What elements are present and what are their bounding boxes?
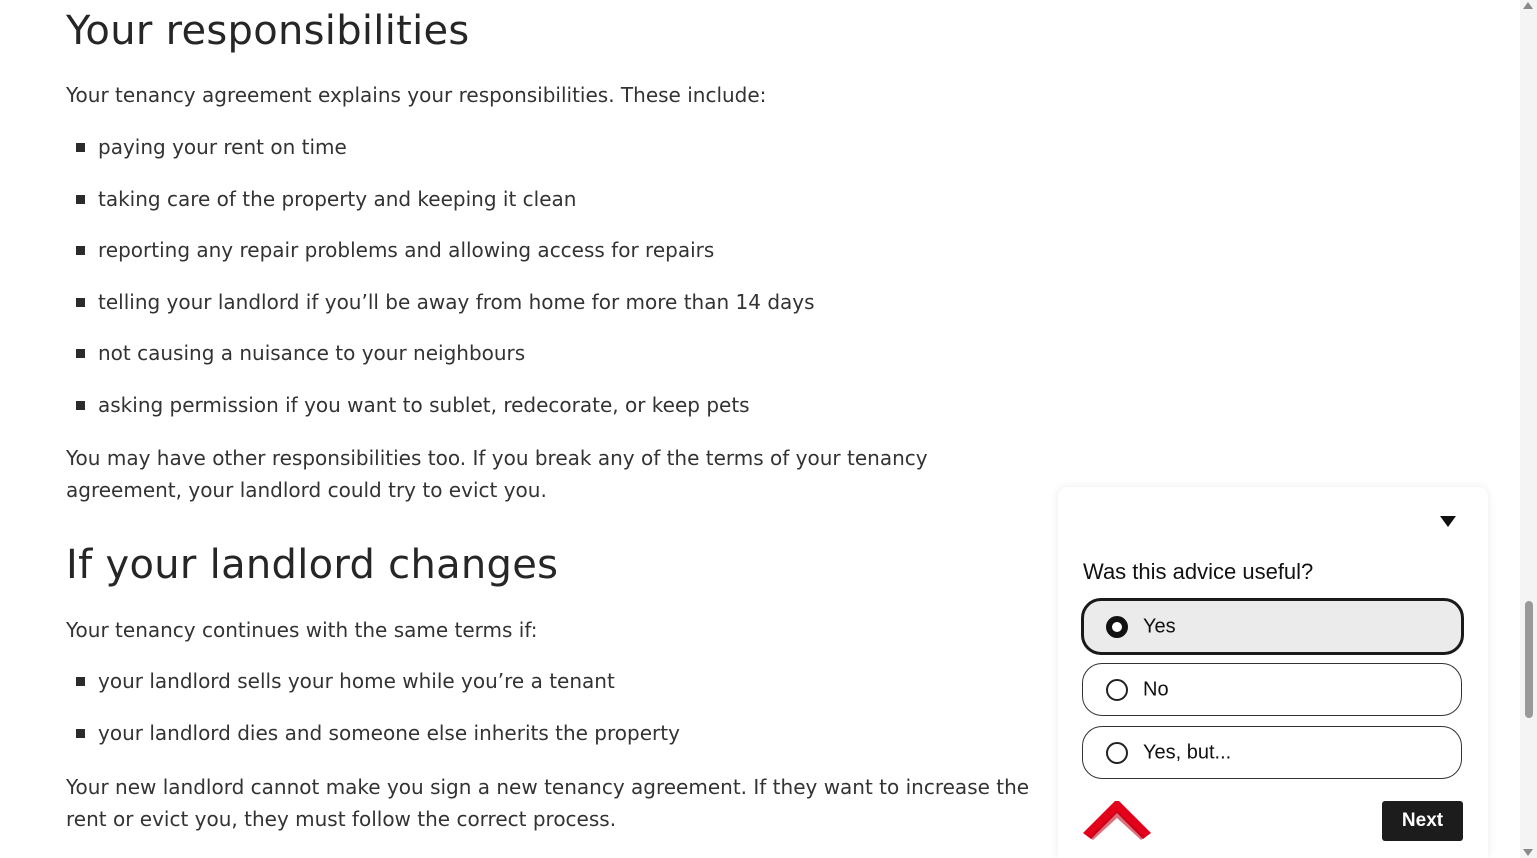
square-bullet-icon <box>76 401 85 410</box>
heading-your-responsibilities: Your responsibilities <box>66 8 470 54</box>
new-landlord-paragraph <box>66 771 1029 835</box>
list-item-text: your landlord sells your home while you’re a tenant <box>98 669 615 693</box>
list-item <box>66 337 815 389</box>
square-bullet-icon <box>76 195 85 204</box>
landlord-changes-intro: Your tenancy continues with the same terms if: <box>66 618 538 642</box>
list-item-text: telling your landlord if you’ll be away from home for more than 14 days <box>98 289 815 314</box>
heading-if-your-landlord-changes: If your landlord changes <box>66 542 559 588</box>
option-label: Yes <box>1143 615 1176 637</box>
triangle-down-icon <box>1440 516 1456 527</box>
radio-empty-icon <box>1106 679 1128 701</box>
list-item <box>66 389 815 441</box>
list-item-text: asking permission if you want to sublet, redecorate, or keep pets <box>98 392 750 417</box>
responsibilities-intro: Your tenancy agreement explains your responsibilities. These include: <box>66 83 767 107</box>
list-item-text: your landlord dies and someone else inherits the property <box>98 720 680 745</box>
responsibilities-list <box>66 131 815 440</box>
option-no[interactable] <box>1082 663 1462 716</box>
feedback-question: Was this advice useful? <box>1083 559 1314 584</box>
feedback-widget <box>1058 487 1488 858</box>
list-item <box>66 665 680 717</box>
list-item-text: paying your rent on time <box>98 135 347 159</box>
option-label: No <box>1143 678 1169 700</box>
list-item <box>66 286 815 338</box>
list-item <box>66 131 815 183</box>
list-item-text: taking care of the property and keeping it clean <box>98 186 577 211</box>
list-item-text: reporting any repair problems and allowing access for repairs <box>98 238 715 262</box>
next-button[interactable]: Next <box>1382 801 1463 841</box>
landlord-changes-list <box>66 665 680 768</box>
vertical-scrollbar[interactable] <box>1520 0 1537 858</box>
paragraph-line: You may have other responsibilities too. If you break any of the terms of your tenancy <box>66 446 928 470</box>
option-yes[interactable] <box>1081 598 1464 655</box>
radio-selected-icon <box>1106 616 1128 638</box>
scrollbar-thumb[interactable] <box>1525 601 1533 718</box>
collapse-button[interactable] <box>1440 516 1456 528</box>
square-bullet-icon <box>76 349 85 358</box>
square-bullet-icon <box>76 677 85 686</box>
list-item <box>66 183 815 235</box>
option-label: Yes, but... <box>1143 741 1232 763</box>
square-bullet-icon <box>76 246 85 255</box>
radio-empty-icon <box>1106 742 1128 764</box>
option-yes-but[interactable] <box>1082 726 1462 779</box>
paragraph-line: Your new landlord cannot make you sign a new tenancy agreement. If they want to increase the <box>66 775 1030 799</box>
other-responsibilities-paragraph <box>66 442 928 506</box>
square-bullet-icon <box>76 143 85 152</box>
red-chevron-logo <box>1083 799 1153 845</box>
list-item-text: not causing a nuisance to your neighbours <box>98 341 526 365</box>
scroll-down-arrow-icon[interactable] <box>1523 849 1533 856</box>
paragraph-line: rent or evict you, they must follow the correct process. <box>66 807 617 831</box>
list-item <box>66 234 815 286</box>
list-item <box>66 717 680 769</box>
scroll-up-arrow-icon[interactable] <box>1523 2 1533 9</box>
paragraph-line: agreement, your landlord could try to evict you. <box>66 478 547 502</box>
square-bullet-icon <box>76 729 85 738</box>
square-bullet-icon <box>76 298 85 307</box>
